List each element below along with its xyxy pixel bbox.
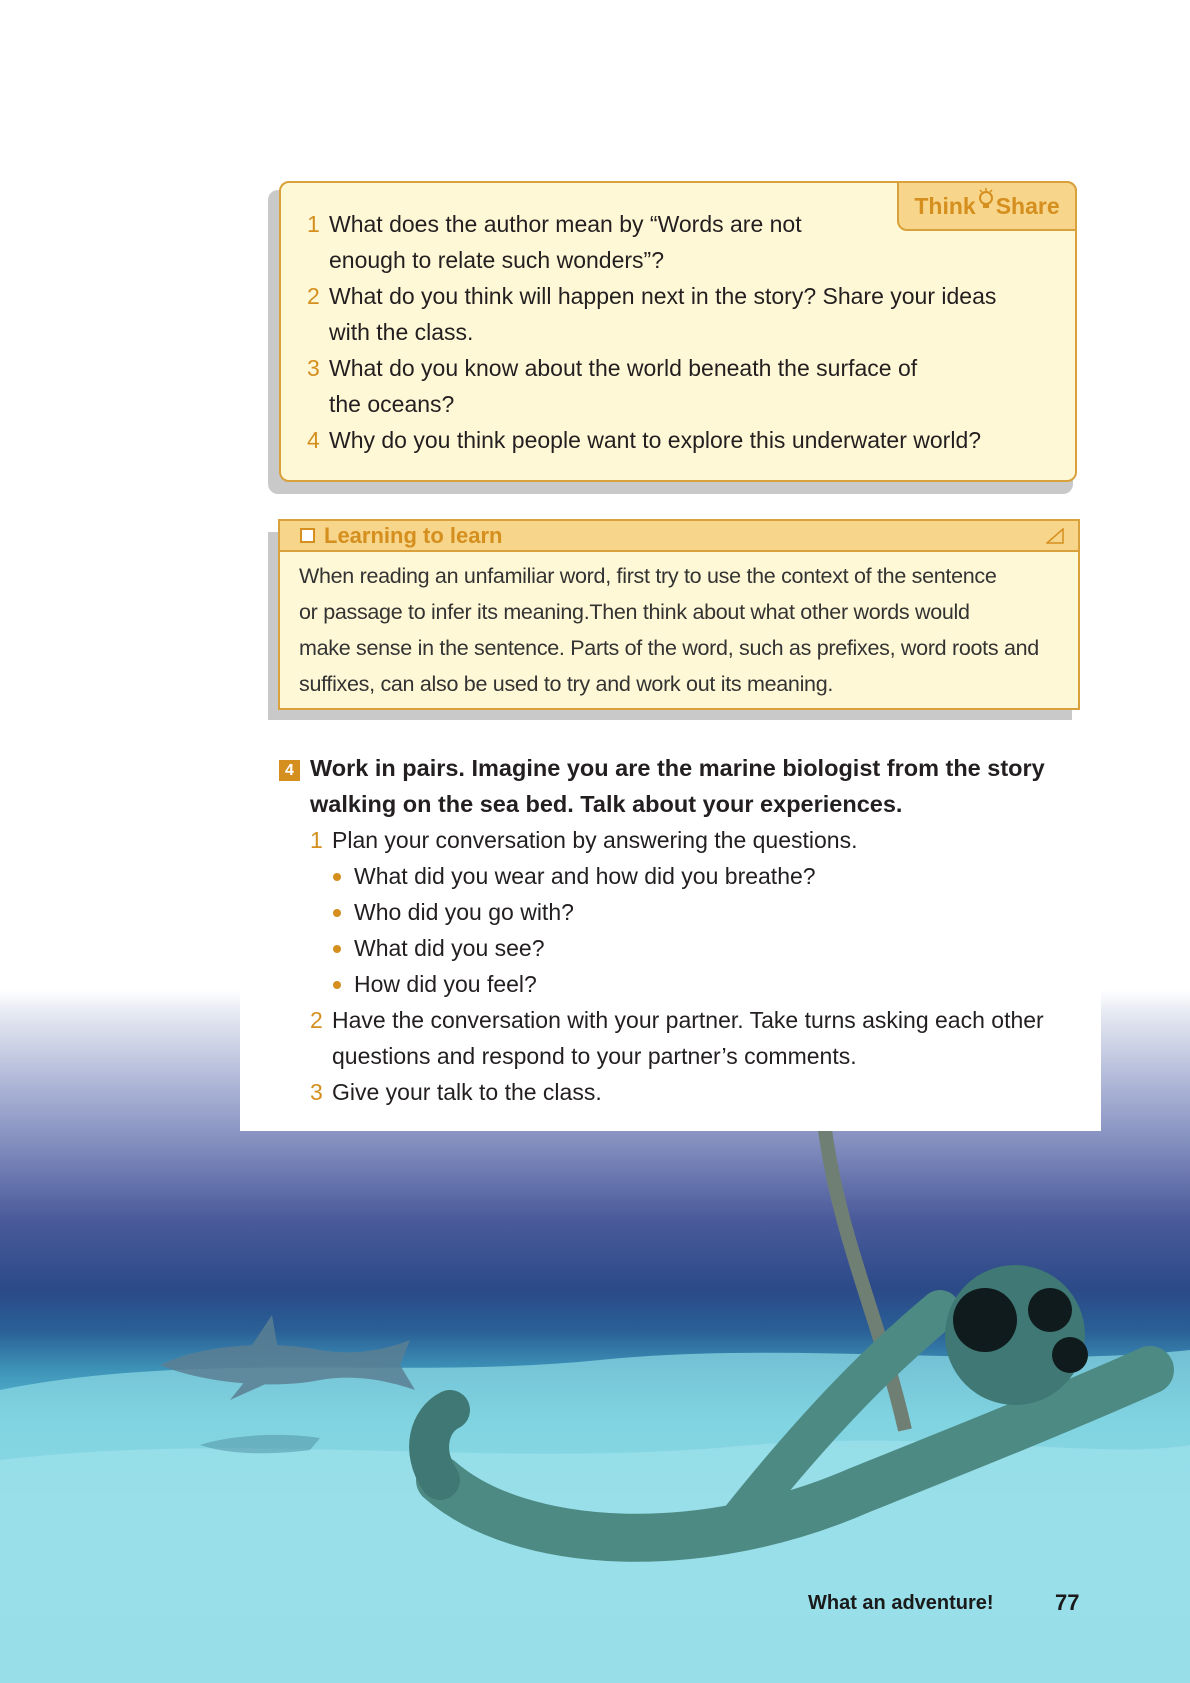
question-2: 2 What do you think will happen next in the story? Share your ideas with the class. (307, 283, 997, 345)
think-label: Think (914, 192, 976, 219)
learning-title: Learning to learn (324, 522, 503, 548)
page-number: 77 (1055, 1590, 1080, 1615)
step-1: 1 Plan your conversation by answering the questions. (310, 827, 858, 853)
activity-number-badge: 4 (279, 760, 300, 781)
bullet-item: What did you wear and how did you breathe? (333, 858, 816, 894)
checkbox-icon (300, 528, 315, 543)
footer-title: What an adventure! (808, 1592, 994, 1614)
bullet-icon (333, 945, 341, 953)
activity-heading: Work in pairs. Imagine you are the marine biologist from the story walking on the sea bed. Talk about your experiences. (310, 755, 1045, 817)
bullet-icon (333, 909, 341, 917)
think-share-tab (897, 181, 1077, 231)
lightbulb-icon (978, 188, 994, 212)
bullet-icon (333, 981, 341, 989)
bullet-item: What did you see? (333, 930, 545, 966)
bullet-item: How did you feel? (333, 966, 537, 1002)
step-2: 2 Have the conversation with your partner. Take turns asking each other questions and respond to your partner’s comments. (310, 1007, 1044, 1069)
bullet-icon (333, 873, 341, 881)
learning-header (278, 519, 1080, 552)
step-3: 3 Give your talk to the class. (310, 1079, 602, 1105)
learning-text: When reading an unfamiliar word, first try to use the context of the sentence or passage to infer its meaning.Then think about what other words would make sense in the sentence. Parts of the word, such as prefixes, word roots and suffixes, can also be used to try and work out its meaning. (299, 564, 1039, 696)
question-4: 4 Why do you think people want to explore this underwater world? (307, 427, 982, 453)
corner-triangle-icon (1046, 528, 1064, 544)
bullet-item: Who did you go with? (333, 894, 574, 930)
share-label: Share (995, 192, 1060, 219)
question-3: 3 What do you know about the world beneath the surface of the oceans? (307, 355, 918, 417)
question-1: 1 What does the author mean by “Words are not enough to relate such wonders”? (307, 211, 802, 273)
